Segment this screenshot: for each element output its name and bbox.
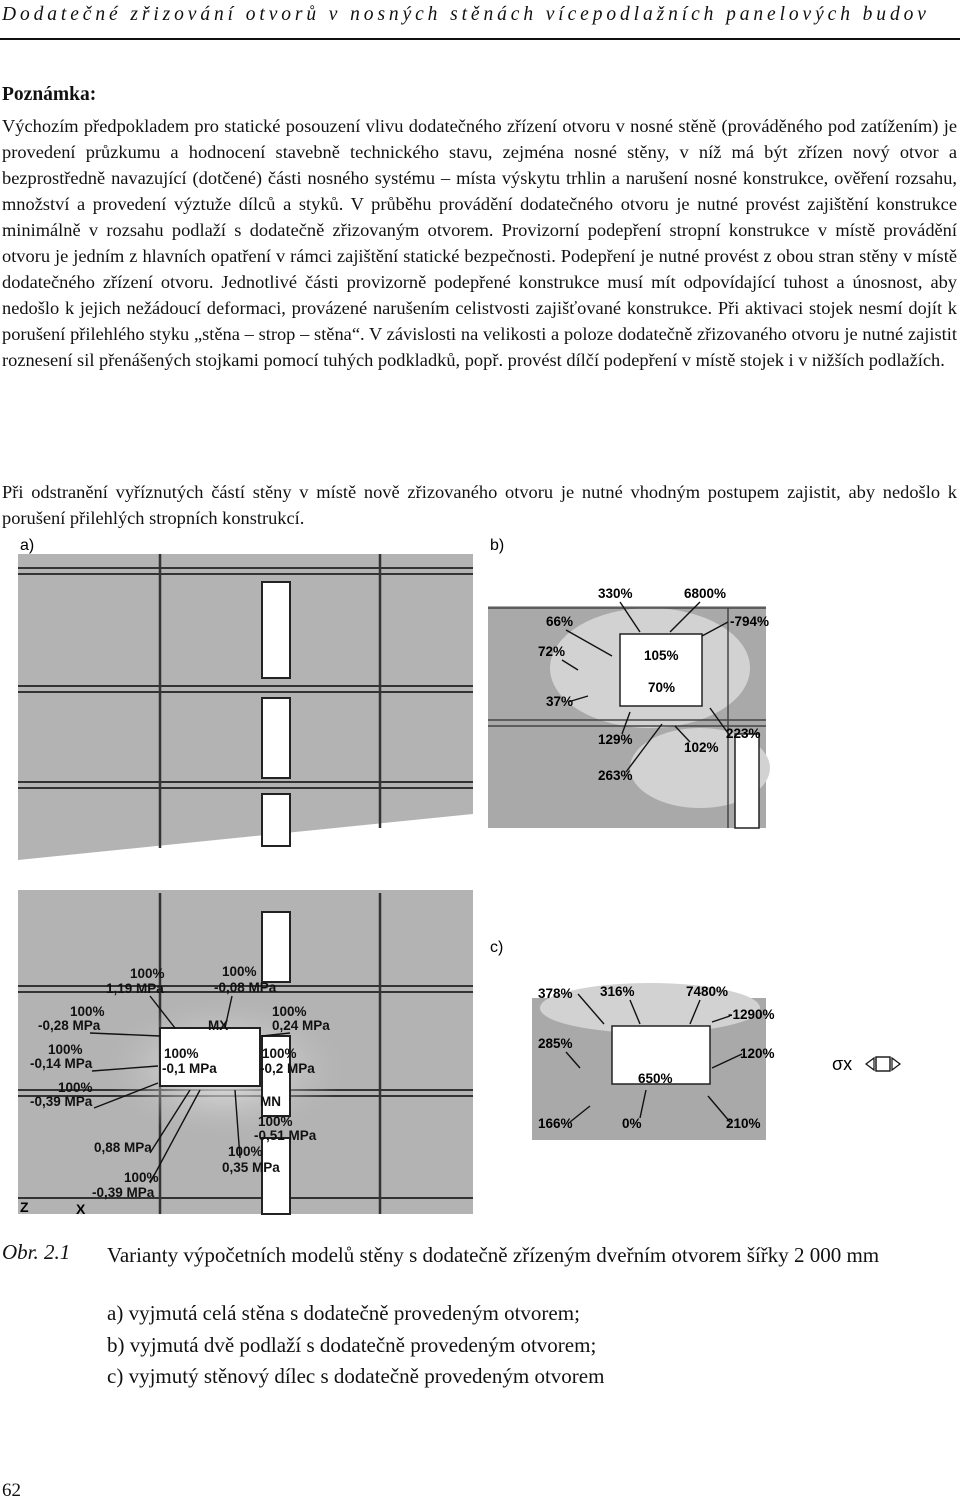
panel-a-axis-x: X: [76, 1201, 86, 1217]
pa-ann-9: 100%: [48, 1042, 83, 1057]
pc-ann-6: 650%: [638, 1071, 673, 1086]
pa-ann-1: 1,19 MPa: [106, 981, 164, 996]
pb-ann-2: 66%: [546, 614, 574, 629]
caption-label: Obr. 2.1: [2, 1240, 71, 1264]
sigma-x-symbol: σx: [832, 1054, 853, 1074]
pa-ann-5: -0,28 MPa: [38, 1018, 101, 1033]
panel-a-label: a): [20, 537, 35, 554]
note-paragraph-1: Výchozím předpokladem pro statické posouzení vlivu dodatečného zřízení otvoru v nosné stěně (prováděného pod zatížením) je provedení průzkumu a hodnocení stavebně technického stavu, zejména nosné stěny, v níž má být zřízen nový otvor a bezprostředně navazující (dotčené) části nosného systému – místa výskytu trhlin a narušení nosné konstrukce, ověření rozsahu, množství a provedení výztuže dílců a styků. V průběhu provádění dodatečného otvoru je nutné provést zajištění konstrukce minimálně v rozsahu podlaží s dodatečně zřizovaným otvorem. Provizorní podepření stropní konstrukce v místě provádění otvoru je jedním z hlavních opatření v rámci zajištění statické bezpečnosti. Podepření je nutné provést z obou stran stěny v místě dodatečného zřízení otvoru. Jednotlivé části provizorně podepřené konstrukce musí mít odpovídající tuhost a únosnost, aby nedošlo k jejich nežádoucí deformaci, provázené narušením celistvosti zajišťované konstrukce. Při aktivaci stojek nesmí dojít k porušení přilehlého styku „stěna – strop – stěna“. V závislosti na velikosti a poloze dodatečně zřizovaného otvoru je nutné zajistit roznesení sil přenášených stojkami pomocí tuhých podkladků, popř. provést dílčí podepření v místě stojek i v nižších podlažích.: [2, 116, 957, 370]
running-header: Dodatečné zřizování otvorů v nosných stěnách vícepodlažních panelových budov: [2, 4, 930, 25]
pa-ann-4: 100%: [70, 1004, 105, 1019]
pa-ann-3: -0,08 MPa: [214, 980, 277, 995]
pa-ann-23: 100%: [124, 1170, 159, 1185]
pa-ann-13: 100%: [262, 1046, 297, 1061]
header-rule: [0, 38, 960, 40]
pb-ann-11: 263%: [598, 768, 633, 783]
caption-text: Varianty výpočetních modelů stěny s dodatečně zřízeným dveřním otvorem šířky 2 000 mm: [107, 1243, 880, 1267]
pc-ann-3: -1290%: [728, 1007, 775, 1022]
pa-ann-16: -0,39 MPa: [30, 1094, 93, 1109]
pa-ann-15: 100%: [58, 1080, 93, 1095]
pb-ann-4: 72%: [538, 644, 566, 659]
pa-ann-22: 0,35 MPa: [222, 1160, 280, 1175]
page-number: 62: [2, 1480, 21, 1501]
pb-ann-7: 37%: [546, 694, 574, 709]
pa-ann-17: MN: [260, 1094, 281, 1109]
stress-direction-icon: [866, 1057, 900, 1071]
pa-ann-20: 0,88 MPa: [94, 1140, 152, 1155]
pa-ann-10: -0,14 MPa: [30, 1056, 93, 1071]
pa-ann-0: 100%: [130, 966, 165, 981]
caption-item-c: c) vyjmutý stěnový dílec s dodatečně provedeným otvorem: [107, 1364, 605, 1388]
pa-ann-14: -0,2 MPa: [260, 1061, 315, 1076]
pb-ann-3: -794%: [730, 614, 770, 629]
pb-ann-9: 223%: [726, 726, 761, 741]
panel-a-axis-z: Z: [20, 1199, 29, 1215]
panel-a-model: [18, 554, 473, 1214]
panel-b-label: b): [490, 537, 505, 554]
pc-ann-1: 316%: [600, 984, 635, 999]
caption-item-b: b) vyjmutá dvě podlaží s dodatečně provedeným otvorem;: [107, 1333, 597, 1357]
pa-ann-8: 0,24 MPa: [272, 1018, 330, 1033]
pa-ann-7: 100%: [272, 1004, 307, 1019]
pb-ann-1: 6800%: [684, 586, 727, 601]
pc-ann-7: 166%: [538, 1116, 573, 1131]
panel-b-model: [488, 606, 770, 828]
pa-ann-24: -0,39 MPa: [92, 1185, 155, 1200]
pb-ann-0: 330%: [598, 586, 633, 601]
pc-ann-9: 210%: [726, 1116, 761, 1131]
pa-ann-21: 100%: [228, 1144, 263, 1159]
note-paragraph-2: Při odstranění vyříznutých částí stěny v místě nově zřizovaného otvoru je nutné vhodným postupem zajistit, aby nedošlo k porušení přilehlých stropních konstrukcí.: [2, 482, 957, 528]
pc-ann-5: 120%: [740, 1046, 775, 1061]
caption-item-a: a) vyjmutá celá stěna s dodatečně provedeným otvorem;: [107, 1301, 580, 1325]
figure: [0, 528, 960, 1218]
pb-ann-6: 70%: [648, 680, 676, 695]
pc-ann-4: 285%: [538, 1036, 573, 1051]
pb-ann-8: 129%: [598, 732, 633, 747]
pa-ann-6: MX: [208, 1018, 229, 1033]
pa-ann-2: 100%: [222, 964, 257, 979]
pa-ann-12: -0,1 MPa: [162, 1061, 217, 1076]
note-title: Poznámka:: [2, 84, 97, 105]
pa-ann-18: 100%: [258, 1114, 293, 1129]
pb-ann-5: 105%: [644, 648, 679, 663]
pb-ann-10: 102%: [684, 740, 719, 755]
pa-ann-11: 100%: [164, 1046, 199, 1061]
pa-ann-19: -0,51 MPa: [254, 1128, 317, 1143]
pc-ann-2: 7480%: [686, 984, 729, 999]
pc-ann-8: 0%: [622, 1116, 642, 1131]
panel-c-label: c): [490, 939, 504, 956]
pc-ann-0: 378%: [538, 986, 573, 1001]
